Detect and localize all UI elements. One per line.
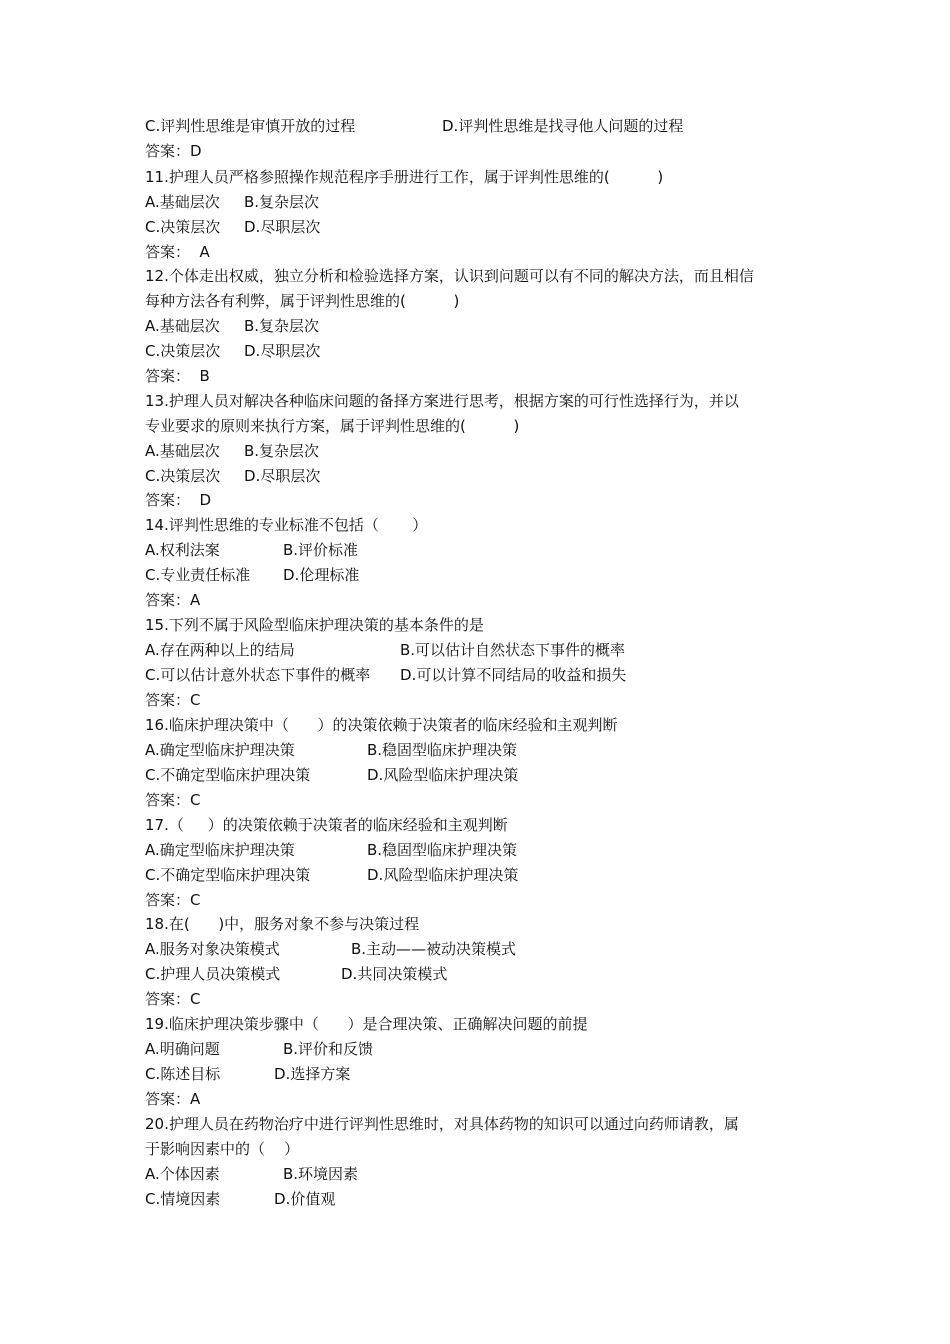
answer-line: 答案： B <box>145 367 210 385</box>
option-line: C.不确定型临床护理决策 D.风险型临床护理决策 <box>145 766 519 784</box>
question-18: 18.在( )中，服务对象不参与决策过程 <box>145 915 420 933</box>
option-line: A.明确问题 B.评价和反馈 <box>145 1040 374 1058</box>
answer-line: 答案：C <box>145 791 201 809</box>
option-line: C.专业责任标准 D.伦理标准 <box>145 566 360 584</box>
option-line: C.情境因素 D.价值观 <box>145 1190 336 1208</box>
question-20: 20.护理人员在药物治疗中进行评判性思维时，对具体药物的知识可以通过向药师请教，属 <box>145 1115 739 1133</box>
answer-line: 答案： D <box>145 491 212 509</box>
question-14: 14.评判性思维的专业标准不包括（ ） <box>145 516 428 534</box>
answer-line: 答案：C <box>145 891 201 909</box>
answer-line: 答案： A <box>145 243 210 261</box>
question-20-cont: 于影响因素中的（ ） <box>145 1140 300 1158</box>
option-line: C.可以估计意外状态下事件的概率 D.可以计算不同结局的收益和损失 <box>145 666 627 684</box>
option-line: C.护理人员决策模式 D.共同决策模式 <box>145 965 448 983</box>
answer-line: 答案：A <box>145 1090 201 1108</box>
question-12-cont: 每种方法各有利弊，属于评判性思维的( ) <box>145 292 460 310</box>
option-line: A.基础层次 B.复杂层次 <box>145 193 320 211</box>
question-17: 17.（ ）的决策依赖于决策者的临床经验和主观判断 <box>145 816 508 834</box>
option-line: C.决策层次 D.尽职层次 <box>145 342 321 360</box>
question-12: 12.个体走出权威，独立分析和检验选择方案，认识到问题可以有不同的解决方法，而且相信 <box>145 267 754 285</box>
question-13: 13.护理人员对解决各种临床问题的备择方案进行思考，根据方案的可行性选择行为，并以 <box>145 392 739 410</box>
option-line: A.存在两种以上的结局 B.可以估计自然状态下事件的概率 <box>145 641 626 659</box>
question-16: 16.临床护理决策中（ ）的决策依赖于决策者的临床经验和主观判断 <box>145 716 618 734</box>
option-line: C.不确定型临床护理决策 D.风险型临床护理决策 <box>145 866 519 884</box>
option-line: A.个体因素 B.环境因素 <box>145 1165 359 1183</box>
option-line: A.服务对象决策模式 B.主动——被动决策模式 <box>145 940 517 958</box>
option-line: C.决策层次 D.尽职层次 <box>145 218 321 236</box>
text-line: C.评判性思维是审慎开放的过程 D.评判性思维是找寻他人问题的过程 <box>145 117 684 135</box>
option-line: A.权利法案 B.评价标准 <box>145 541 359 559</box>
question-11: 11.护理人员严格参照操作规范程序手册进行工作，属于评判性思维的( ) <box>145 168 664 186</box>
option-line: C.陈述目标 D.选择方案 <box>145 1065 351 1083</box>
question-15: 15.下列不属于风险型临床护理决策的基本条件的是 <box>145 616 484 634</box>
option-line: A.确定型临床护理决策 B.稳固型临床护理决策 <box>145 841 518 859</box>
answer-line: 答案：D <box>145 142 202 160</box>
answer-line: 答案：C <box>145 990 201 1008</box>
answer-line: 答案：A <box>145 591 201 609</box>
answer-line: 答案：C <box>145 691 201 709</box>
question-13-cont: 专业要求的原则来执行方案，属于评判性思维的( ) <box>145 417 520 435</box>
question-19: 19.临床护理决策步骤中（ ）是合理决策、正确解决问题的前提 <box>145 1015 588 1033</box>
option-line: A.基础层次 B.复杂层次 <box>145 317 320 335</box>
option-line: C.决策层次 D.尽职层次 <box>145 467 321 485</box>
option-line: A.基础层次 B.复杂层次 <box>145 442 320 460</box>
option-line: A.确定型临床护理决策 B.稳固型临床护理决策 <box>145 741 518 759</box>
